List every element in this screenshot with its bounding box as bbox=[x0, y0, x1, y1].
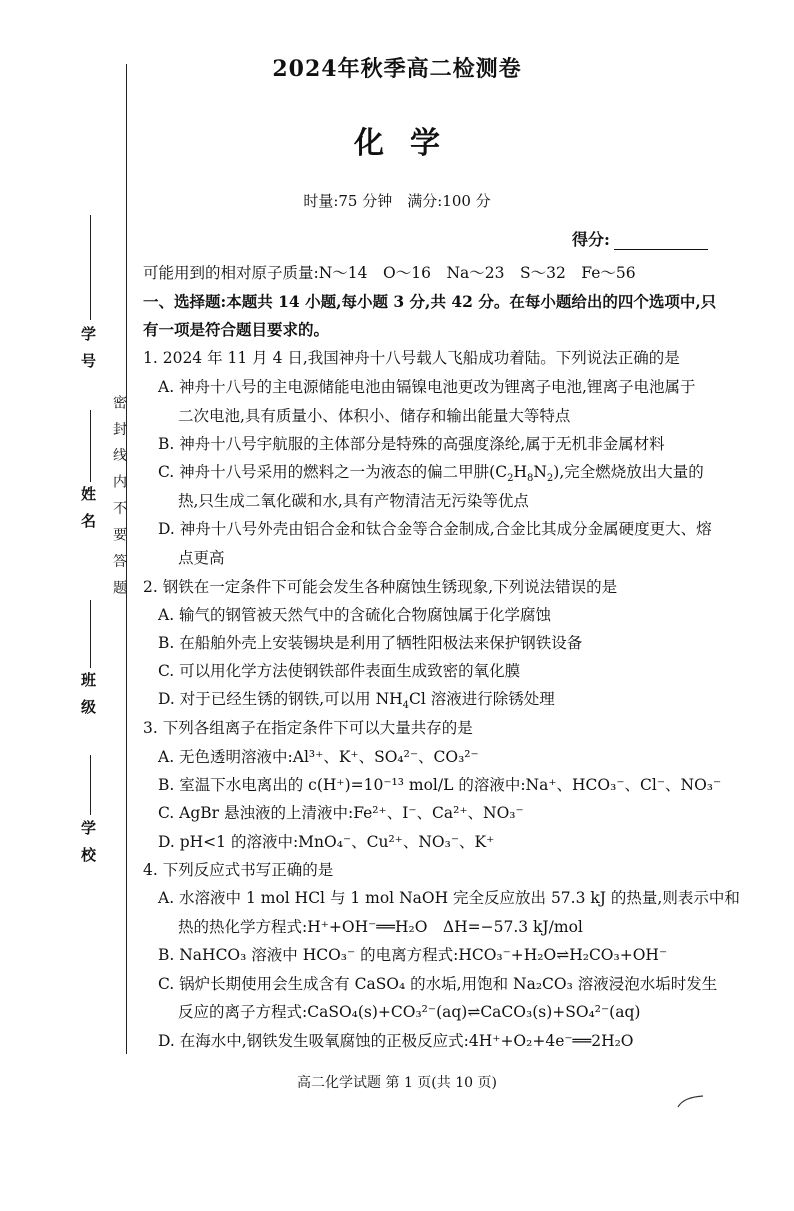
class-field-line[interactable] bbox=[90, 600, 91, 668]
q2-option-b: B. 在船舶外壳上安装锡块是利用了牺牲阳极法来保护钢铁设备 bbox=[158, 634, 583, 652]
label-name: 姓名 bbox=[79, 486, 97, 540]
q4-option-d: D. 在海水中,钢铁发生吸氧腐蚀的正极反应式:4H⁺+O₂+4e⁻══2H₂O bbox=[158, 1032, 634, 1050]
q3-option-d: D. pH<1 的溶液中:MnO₄⁻、Cu²⁺、NO₃⁻、K⁺ bbox=[158, 833, 495, 851]
q2-option-d: D. 对于已经生锈的钢铁,可以用 $NH_4Cl$ 溶液进行除锈处理 bbox=[158, 690, 555, 712]
q1-option-d: D. 神舟十八号外壳由铝合金和钛合金等合金制成,合金比其成分金属硬度更大、熔 bbox=[158, 520, 712, 538]
q1-option-c-cont: 热,只生成二氧化碳和水,具有产物清洁无污染等优点 bbox=[178, 492, 529, 510]
score-field[interactable] bbox=[572, 227, 708, 250]
score-label: 得分: bbox=[572, 230, 610, 249]
page-footer: 高二化学试题 第 1 页(共 10 页) bbox=[297, 1075, 497, 1091]
label-class: 班级 bbox=[79, 672, 97, 726]
q1-option-c: C. 神舟十八号采用的燃料之一为液态的偏二甲肼$(C_2H_8N_2)$,完全燃烧放出大量的 bbox=[158, 463, 704, 485]
section1-line2: 有一项是符合题目要求的。 bbox=[143, 320, 330, 339]
q2-stem: 2. 钢铁在一定条件下可能会发生各种腐蚀生锈现象,下列说法错误的是 bbox=[143, 578, 618, 596]
q4-option-b: B. NaHCO₃ 溶液中 HCO₃⁻ 的电离方程式:HCO₃⁻+H₂O⇌H₂CO₃+OH⁻ bbox=[158, 946, 668, 964]
q1-option-b: B. 神舟十八号宇航服的主体部分是特殊的高强度涤纶,属于无机非金属材料 bbox=[158, 435, 665, 453]
q1-option-a: A. 神舟十八号的主电源储能电池由镉镍电池更改为锂离子电池,锂离子电池属于 bbox=[158, 378, 696, 396]
q2-option-c: C. 可以用化学方法使钢铁部件表面生成致密的氧化膜 bbox=[158, 662, 521, 680]
atomic-masses: 可能用到的相对原子质量:N～14 O～16 Na～23 S～32 Fe～56 bbox=[143, 264, 636, 282]
pen-mark bbox=[676, 1094, 706, 1110]
name-field-line[interactable] bbox=[90, 410, 91, 482]
section1-line1: 一、选择题:本题共 14 小题,每小题 3 分,共 42 分。在每小题给出的四个选项中,只 bbox=[143, 292, 717, 311]
score-blank[interactable] bbox=[614, 249, 708, 250]
q4-option-c: C. 锅炉长期使用会生成含有 CaSO₄ 的水垢,用饱和 Na₂CO₃ 溶液浸泡水垢时发生 bbox=[158, 975, 718, 993]
label-school: 学校 bbox=[79, 820, 97, 874]
q4-option-a: A. 水溶液中 1 mol HCl 与 1 mol NaOH 完全反应放出 57.3 kJ 的热量,则表示中和 bbox=[158, 889, 740, 907]
q4-option-a-cont: 热的热化学方程式:H⁺+OH⁻══H₂O ΔH=−57.3 kJ/mol bbox=[178, 918, 583, 936]
q3-stem: 3. 下列各组离子在指定条件下可以大量共存的是 bbox=[143, 719, 473, 737]
q3-option-c: C. AgBr 悬浊液的上清液中:Fe²⁺、I⁻、Ca²⁺、NO₃⁻ bbox=[158, 804, 524, 822]
school-field-line[interactable] bbox=[90, 755, 91, 815]
q2-option-a: A. 输气的钢管被天然气中的含硫化合物腐蚀属于化学腐蚀 bbox=[158, 606, 552, 624]
q4-option-c-cont: 反应的离子方程式:CaSO₄(s)+CO₃²⁻(aq)⇌CaCO₃(s)+SO₄²⁻(aq) bbox=[178, 1003, 641, 1021]
q1-option-d-cont: 点更高 bbox=[178, 549, 225, 567]
q1-option-a-cont: 二次电池,具有质量小、体积小、储存和输出能量大等特点 bbox=[178, 407, 571, 425]
exam-title: 2024年秋季高二检测卷 bbox=[272, 56, 522, 82]
time-info: 时量:75 分钟 满分:100 分 bbox=[303, 192, 491, 210]
q4-stem: 4. 下列反应式书写正确的是 bbox=[143, 861, 334, 879]
q3-option-a: A. 无色透明溶液中:Al³⁺、K⁺、SO₄²⁻、CO₃²⁻ bbox=[158, 748, 479, 766]
seal-notice: 密 封 线 内 不 要 答 题 bbox=[111, 395, 127, 599]
label-id: 学号 bbox=[79, 326, 97, 380]
q3-option-b: B. 室温下水电离出的 c(H⁺)=10⁻¹³ mol/L 的溶液中:Na⁺、HCO₃⁻、Cl⁻、NO₃⁻ bbox=[158, 776, 722, 794]
id-field-line[interactable] bbox=[90, 215, 91, 320]
subject-title: 化学 bbox=[354, 126, 466, 161]
q1-stem: 1. 2024 年 11 月 4 日,我国神舟十八号载人飞船成功着陆。下列说法正确的是 bbox=[143, 349, 680, 367]
